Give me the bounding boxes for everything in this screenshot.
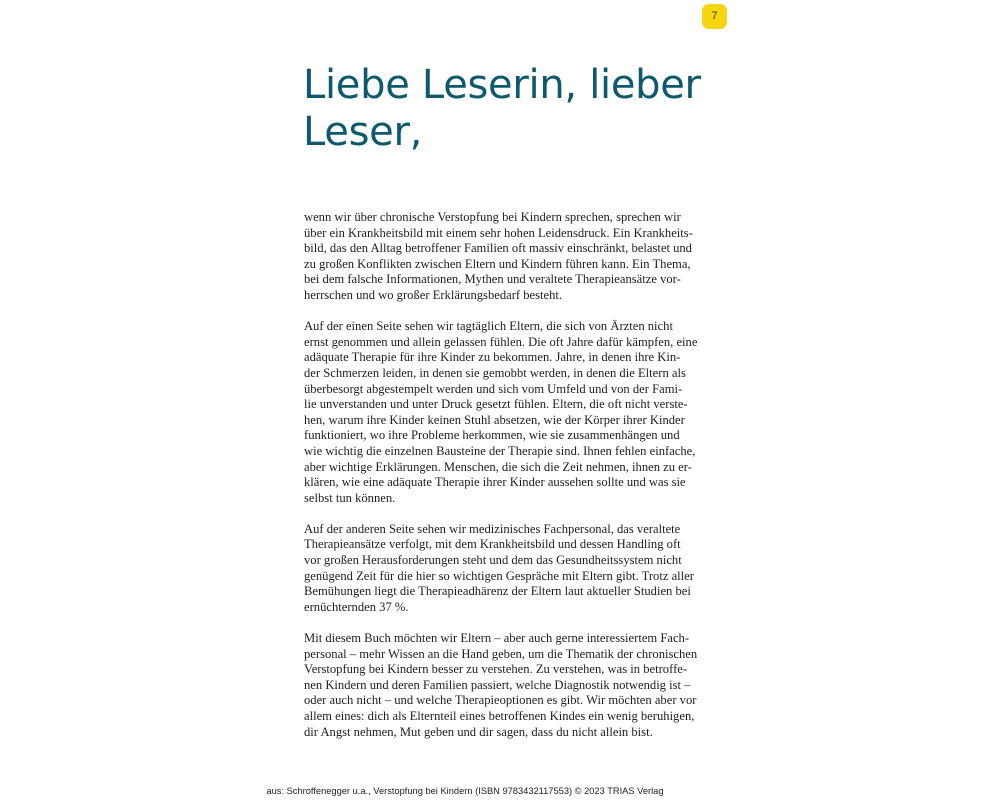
page-number-badge: 7 <box>702 4 727 29</box>
text-line: ernst genommen und allein gelassen fühlen. Die oft Jahre dafür kämpfen, eine <box>304 334 698 349</box>
text-line: bild, das den Alltag betroffener Familien oft massiv einschränkt, belastet und <box>304 241 692 256</box>
text-line: zu großen Konflikten zwischen Eltern und Kindern führen kann. Ein Thema, <box>304 256 691 271</box>
text-line: der Schmerzen leiden, in denen sie gemobbt werden, in denen die Eltern als <box>304 365 686 380</box>
paragraph <box>304 319 696 506</box>
text-line: personal – mehr Wissen an die Hand geben, um die Thematik der chronischen <box>304 646 698 661</box>
body-text <box>304 210 696 756</box>
text-line: nen Kindern und deren Familien passiert, welche Diagnostik notwendig ist – <box>304 677 691 692</box>
text-line: oder auch nicht – und welche Therapieoptionen es gibt. Wir möchten aber vor <box>304 693 697 708</box>
text-line: Mit diesem Buch möchten wir Eltern – aber auch gerne interessiertem Fach- <box>304 631 690 646</box>
text-line: ernüchternden 37 %. <box>304 599 409 614</box>
heading-line: Liebe Leserin, lieber <box>303 62 701 108</box>
page-heading <box>303 62 723 156</box>
text-line: lie unverstanden und unter Druck gesetzt fühlen. Eltern, die oft nicht verste- <box>304 397 688 412</box>
text-line: Auf der einen Seite sehen wir tagtäglich Eltern, die sich von Ärzten nicht <box>304 319 673 334</box>
text-line: Verstopfung bei Kindern besser zu verstehen. Zu verstehen, was in betroffe- <box>304 662 688 677</box>
text-line: aber wichtige Erklärungen. Menschen, die sich die Zeit nehmen, ihnen zu er- <box>304 459 692 474</box>
text-line: wenn wir über chronische Verstopfung bei Kindern sprechen, sprechen wir <box>304 210 681 224</box>
text-line: allem eines: dich als Elternteil eines betroffenen Kindes ein wenig beruhigen, <box>304 709 695 723</box>
text-line: bei dem falsche Informationen, Mythen und veraltete Therapieansätze vor- <box>304 272 681 287</box>
text-line: vor großen Herausforderungen steht und dem das Gesundheitssystem nicht <box>304 553 682 568</box>
text-line: dir Angst nehmen, Mut geben und dir sagen, dass du nicht allein bist. <box>304 724 653 739</box>
heading-line: Leser, <box>303 109 423 155</box>
text-line: hen, warum ihre Kinder keinen Stuhl absetzen, wie der Körper ihrer Kinder <box>304 412 685 427</box>
text-line: adäquate Therapie für ihre Kinder zu bekommen. Jahre, in denen ihre Kin- <box>304 350 681 365</box>
paragraph <box>304 631 696 740</box>
paragraph <box>304 210 696 304</box>
text-line: genügend Zeit für die hier so wichtigen Gespräche mit Eltern gibt. Trotz aller <box>304 568 694 583</box>
text-line: Therapieansätze verfolgt, mit dem Krankheitsbild und dessen Handling oft <box>304 537 681 552</box>
text-line: wie wichtig die einzelnen Bausteine der Therapie sind. Ihnen fehlen einfache, <box>304 443 696 458</box>
text-line: selbst tun können. <box>304 490 396 505</box>
text-line: funktioniert, wo ihre Probleme herkommen, wie sie zusammenhängen und <box>304 428 680 443</box>
copyright-footer: aus: Schroffenegger u.a., Verstopfung bei Kindern (ISBN 9783432117553) © 2023 TRIAS Verlag <box>266 786 664 796</box>
text-line: Bemühungen liegt die Therapieadhärenz der Eltern laut aktueller Studien bei <box>304 584 691 599</box>
text-line: über ein Krankheitsbild mit einem sehr hohen Leidensdruck. Ein Krankheits- <box>304 225 693 240</box>
text-line: überbesorgt abgestempelt werden und sich vom Umfeld und von der Fami- <box>304 381 683 396</box>
paragraph <box>304 522 696 616</box>
text-line: Auf der anderen Seite sehen wir medizinisches Fachpersonal, das veraltete <box>304 521 681 536</box>
text-line: klären, wie eine adäquate Therapie ihrer Kinder aussehen sollte und was sie <box>304 475 686 490</box>
text-line: herrschen und wo großer Erklärungsbedarf besteht. <box>304 287 563 302</box>
